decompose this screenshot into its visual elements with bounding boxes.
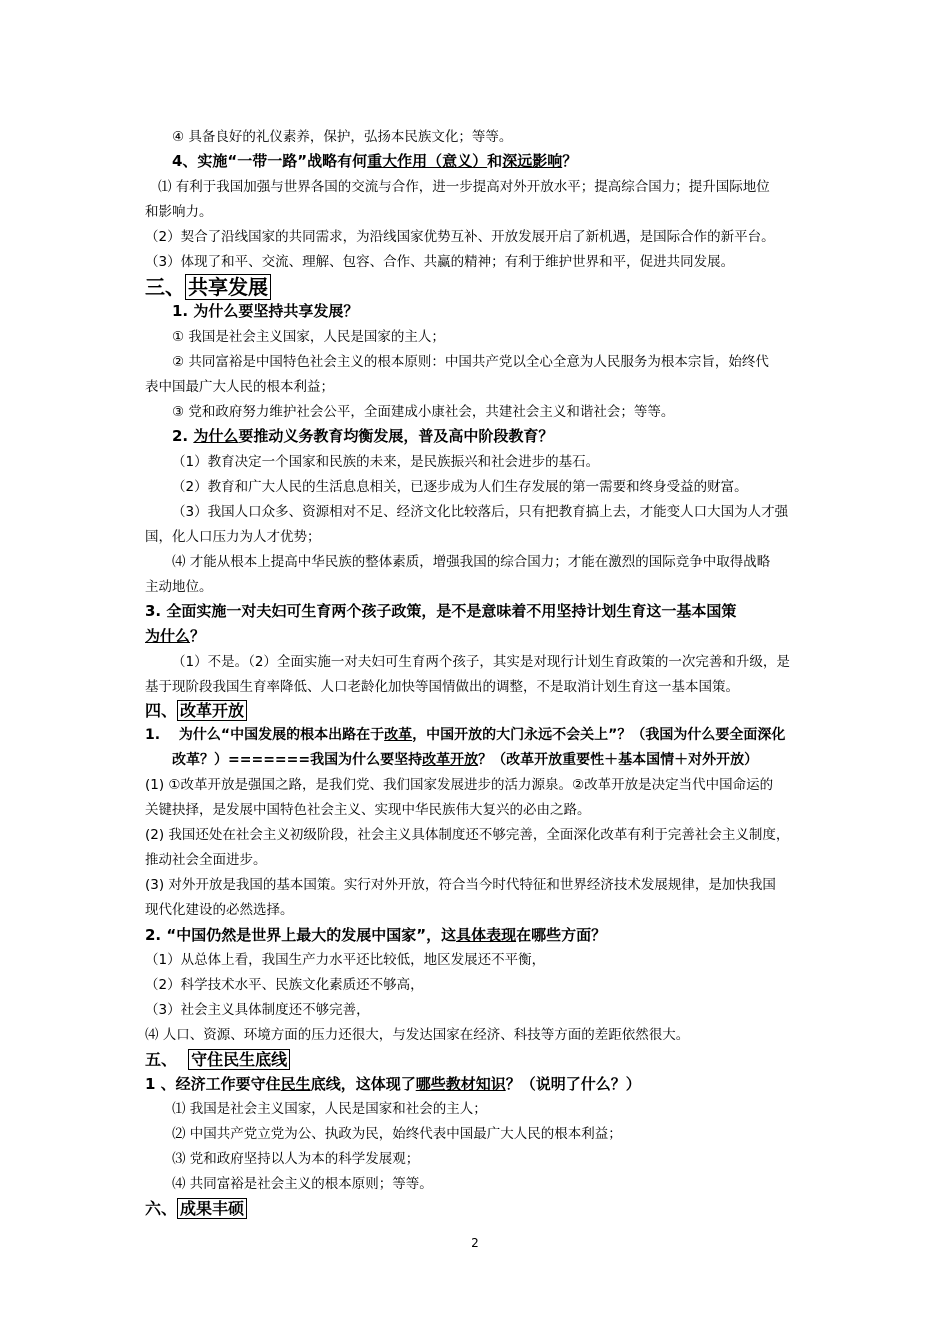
paragraph-line: 表中国最广大人民的根本利益； (145, 379, 334, 395)
paragraph-line: 国，化人口压力为人才优势； (145, 529, 321, 545)
underlined-text: 为什么 (193, 427, 239, 445)
section-heading (145, 700, 247, 722)
paragraph-line: ④ 具备良好的礼仪素养，保护，弘扬本民族文化；等等。 (172, 129, 513, 145)
paragraph-line: ⑷ 共同富裕是社会主义的根本原则；等等。 (172, 1176, 433, 1192)
paragraph-line: 推动社会全面进步。 (145, 852, 267, 868)
question-heading (172, 427, 553, 445)
paragraph-line: （3）体现了和平、交流、理解、包容、合作、共赢的精神；有利于维护世界和平，促进共同发展。 (145, 254, 735, 270)
paragraph-line: ⑴ 我国是社会主义国家，人民是国家和社会的主人； (172, 1101, 487, 1117)
paragraph-line: （3）社会主义具体制度还不够完善， (145, 1002, 370, 1018)
paragraph-line: （2）教育和广大人民的生活息息相关，已逐步成为人们生存发展的第一需要和终身受益的财富。 (172, 479, 748, 495)
question-heading (145, 627, 205, 645)
section-number: 四、 (145, 701, 178, 720)
question-text: 2. “中国仍然是世界上最大的发展中国家”，这 (145, 926, 457, 944)
section-heading (145, 274, 271, 300)
underlined-text: 哪些教材知识 (415, 1075, 506, 1093)
question-heading (145, 926, 606, 944)
question-text: ？ (562, 152, 578, 170)
paragraph-line: 现代化建设的必然选择。 (145, 902, 294, 918)
section-title: 改革开放 (177, 700, 247, 721)
section-title: 成果丰硕 (177, 1198, 247, 1219)
question-text: 1 、经济工作要守住 (145, 1075, 281, 1093)
question-text: ？ (190, 627, 206, 645)
section-number: 五、 (145, 1050, 178, 1069)
section-heading (145, 1049, 290, 1071)
question-text: ？（说明了什么？） (505, 1075, 641, 1093)
question-text: 2. (172, 427, 194, 445)
paragraph-line: （1）教育决定一个国家和民族的未来，是民族振兴和社会进步的基石。 (172, 454, 600, 470)
paragraph-line: ⑷ 人口、资源、环境方面的压力还很大，与发达国家在经济、科技等方面的差距依然很大。 (145, 1027, 690, 1043)
underlined-text: 民生 (280, 1075, 311, 1093)
question-heading (172, 751, 758, 769)
question-text: 和 (487, 152, 503, 170)
question-text: 在哪些方面？ (516, 926, 607, 944)
question-heading (145, 726, 785, 744)
section-number: 六、 (145, 1199, 178, 1218)
underlined-text: 改革 (384, 727, 413, 743)
paragraph-line: (3) 对外开放是我国的基本国策。实行对外开放，符合当今时代特征和世界经济技术发展规律，是加快我国 (145, 877, 776, 893)
question-text: ？（改革开放重要性＋基本国情＋对外开放） (478, 752, 759, 768)
paragraph-line: （1）不是。（2）全面实施一对夫妇可生育两个孩子，其实是对现行计划生育政策的一次完善和升级，是 (172, 654, 790, 670)
question-heading (172, 152, 577, 170)
paragraph-line: （1）从总体上看，我国生产力水平还比较低，地区发展还不平衡， (145, 952, 546, 968)
question-text: 4、实施“一带一路”战略有何 (172, 152, 368, 170)
paragraph-line: 和影响力。 (145, 204, 213, 220)
paragraph-line: ⑷ 才能从根本上提高中华民族的整体素质，增强我国的综合国力；才能在激烈的国际竞争中取得战略 (172, 554, 771, 570)
paragraph-line: ⑶ 党和政府坚持以人为本的科学发展观； (172, 1151, 420, 1167)
section-heading (145, 1198, 247, 1220)
paragraph-line: 主动地位。 (145, 579, 213, 595)
question-heading: 1. 为什么要坚持共享发展？ (172, 302, 359, 320)
paragraph-line: ③ 党和政府努力维护社会公平，全面建成小康社会，共建社会主义和谐社会；等等。 (172, 404, 675, 420)
section-title: 守住民生底线 (188, 1049, 290, 1070)
section-number: 三、 (145, 275, 185, 299)
question-text: 1. 为什么“中国发展的根本出路在于 (145, 727, 385, 743)
paragraph-line: （3）我国人口众多、资源相对不足、经济文化比较落后，只有把教育搞上去，才能变人口大国为人才强 (172, 504, 789, 520)
paragraph-line: 基于现阶段我国生育率降低、人口老龄化加快等国情做出的调整，不是取消计划生育这一基本国策。 (145, 679, 739, 695)
section-title: 共享发展 (185, 274, 271, 300)
paragraph-line: ② 共同富裕是中国特色社会主义的根本原则：中国共产党以全心全意为人民服务为根本宗旨，始终代 (172, 354, 769, 370)
question-text: 底线，这体现了 (310, 1075, 416, 1093)
underlined-text: 改革开放 (422, 752, 479, 768)
paragraph-line: (2) 我国还处在社会主义初级阶段，社会主义具体制度还不够完善，全面深化改革有利于完善社会主义制度， (145, 827, 790, 843)
underlined-text: 重大作用（意义） (367, 152, 488, 170)
question-text: ，中国开放的大门永远不会关上”？（我国为什么要全面深化 (412, 727, 786, 743)
paragraph-line: ① 我国是社会主义国家，人民是国家的主人； (172, 329, 445, 345)
paragraph-line: 关键抉择，是发展中国特色社会主义、实现中华民族伟大复兴的必由之路。 (145, 802, 591, 818)
underlined-text: 深远影响 (502, 152, 563, 170)
underlined-text: 具体表现 (456, 926, 517, 944)
paragraph-line: ⑵ 中国共产党立党为公、执政为民，始终代表中国最广大人民的根本利益； (172, 1126, 622, 1142)
page-number: 2 (471, 1236, 479, 1250)
underlined-text: 为什么 (145, 627, 191, 645)
question-text: 要推动义务教育均衡发展，普及高中阶段教育？ (238, 427, 554, 445)
paragraph-line: (1) ①改革开放是强国之路，是我们党、我们国家发展进步的活力源泉。②改革开放是决定当代中国命运的 (145, 777, 774, 793)
paragraph-line: （2）科学技术水平、民族文化素质还不够高， (145, 977, 424, 993)
paragraph-line: （2）契合了沿线国家的共同需求，为沿线国家优势互补、开放发展开启了新机遇，是国际合作的新平台。 (145, 229, 775, 245)
question-text: 改革？）=======我国为什么要坚持 (172, 752, 423, 768)
question-heading (145, 1075, 641, 1093)
question-heading: 3. 全面实施一对夫妇可生育两个孩子政策，是不是意味着不用坚持计划生育这一基本国策 (145, 602, 737, 620)
paragraph-line: ⑴ 有利于我国加强与世界各国的交流与合作，进一步提高对外开放水平；提高综合国力；提升国际地位 (158, 179, 770, 195)
